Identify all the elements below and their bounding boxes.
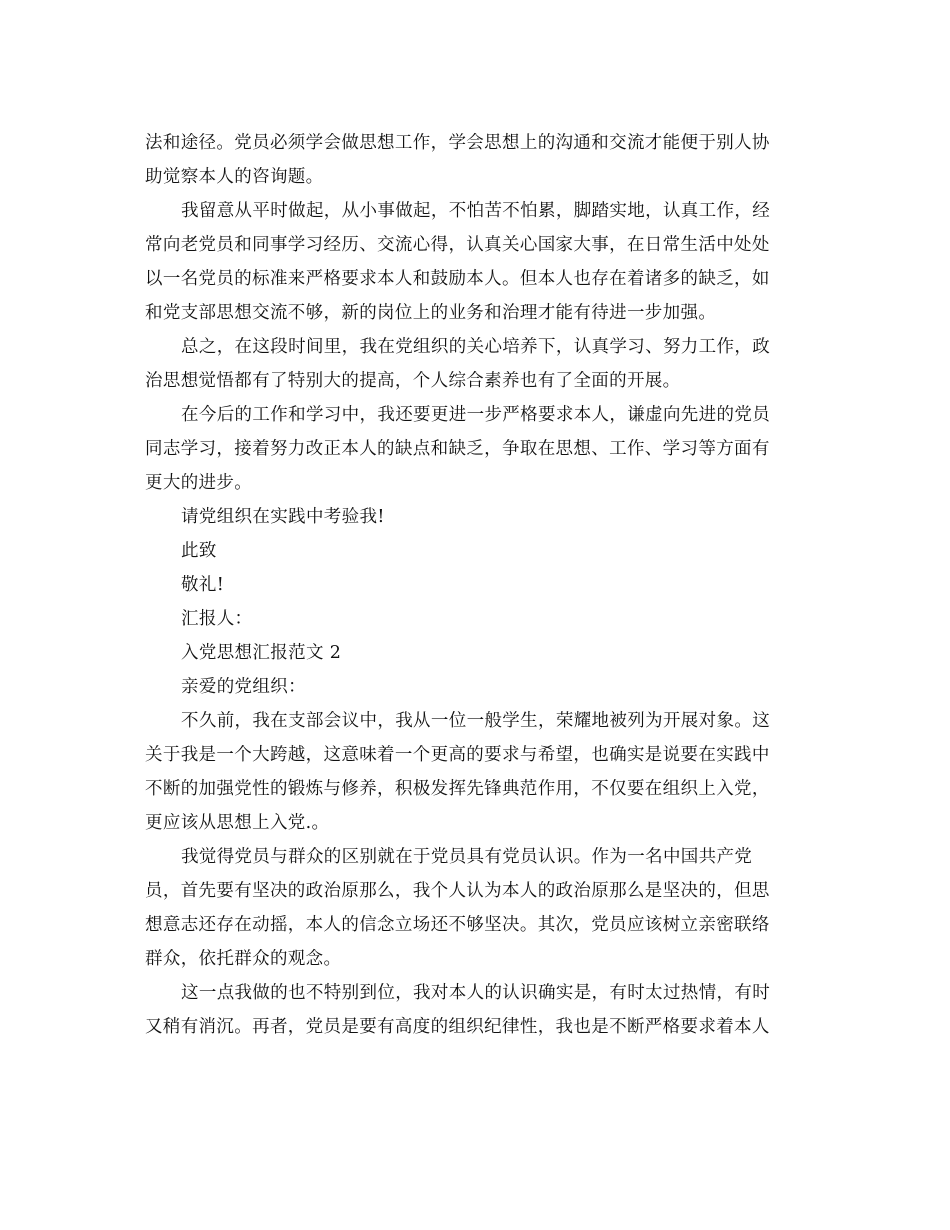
text-line: 此致 xyxy=(181,541,217,561)
text-line: 我觉得党员与群众的区别就在于党员具有党员认识。作为一名中国共产党 xyxy=(181,847,753,867)
text-line: 入党思想汇报范文 2 xyxy=(181,643,342,663)
text-line: 法和途径。党员必须学会做思想工作，学会思想上的沟通和交流才能便于别人协 xyxy=(145,133,770,153)
text-line: 更大的进步。 xyxy=(145,473,253,493)
text-line: 同志学习，接着努力改正本人的缺点和缺乏，争取在思想、工作、学习等方面有 xyxy=(145,439,770,459)
document-body xyxy=(145,126,805,1044)
text-line: 这一点我做的也不特别到位，我对本人的认识确实是，有时太过热情，有时 xyxy=(181,983,771,1003)
text-line: 员，首先要有坚决的政治原那么，我个人认为本人的政治原那么是坚决的，但思 xyxy=(145,881,770,901)
text-line: 不断的加强党性的锻炼与修养，积极发挥先锋典范作用，不仅要在组织上入党， xyxy=(145,779,770,799)
text-line: 想意志还存在动摇，本人的信念立场还不够坚决。其次，党员应该树立亲密联络 xyxy=(145,915,770,935)
text-line: 以一名党员的标准来严格要求本人和鼓励本人。但本人也存在着诸多的缺乏，如 xyxy=(145,269,770,289)
text-line: 群众，依托群众的观念。 xyxy=(145,949,342,969)
text-line: 我留意从平时做起，从小事做起，不怕苦不怕累，脚踏实地，认真工作，经 xyxy=(181,201,771,221)
text-line: 更应该从思想上入党.。 xyxy=(145,813,330,833)
text-line: 常向老党员和同事学习经历、交流心得，认真关心国家大事，在日常生活中处处 xyxy=(145,235,770,255)
text-line: 敬礼! xyxy=(181,575,225,595)
text-line: 助觉察本人的咨询题。 xyxy=(145,167,324,187)
text-line: 不久前，我在支部会议中，我从一位一般学生，荣耀地被列为开展对象。这 xyxy=(181,711,771,731)
text-line: 和党支部思想交流不够，新的岗位上的业务和治理才能有待进一步加强。 xyxy=(145,303,717,323)
text-line: 总之，在这段时间里，我在党组织的关心培养下，认真学习、努力工作，政 xyxy=(181,337,771,357)
text-line: 汇报人： xyxy=(181,609,253,629)
text-line: 亲爱的党组织： xyxy=(181,677,306,697)
text-line: 关于我是一个大跨越，这意味着一个更高的要求与希望，也确实是说要在实践中 xyxy=(145,745,770,765)
text-line: 在今后的工作和学习中，我还要更进一步严格要求本人，谦虚向先进的党员 xyxy=(181,405,771,425)
text-line: 治思想觉悟都有了特别大的提高，个人综合素养也有了全面的开展。 xyxy=(145,371,681,391)
text-line: 请党组织在实践中考验我! xyxy=(181,507,385,527)
text-line: 又稍有消沉。再者，党员是要有高度的组织纪律性，我也是不断严格要求着本人 xyxy=(145,1017,770,1037)
